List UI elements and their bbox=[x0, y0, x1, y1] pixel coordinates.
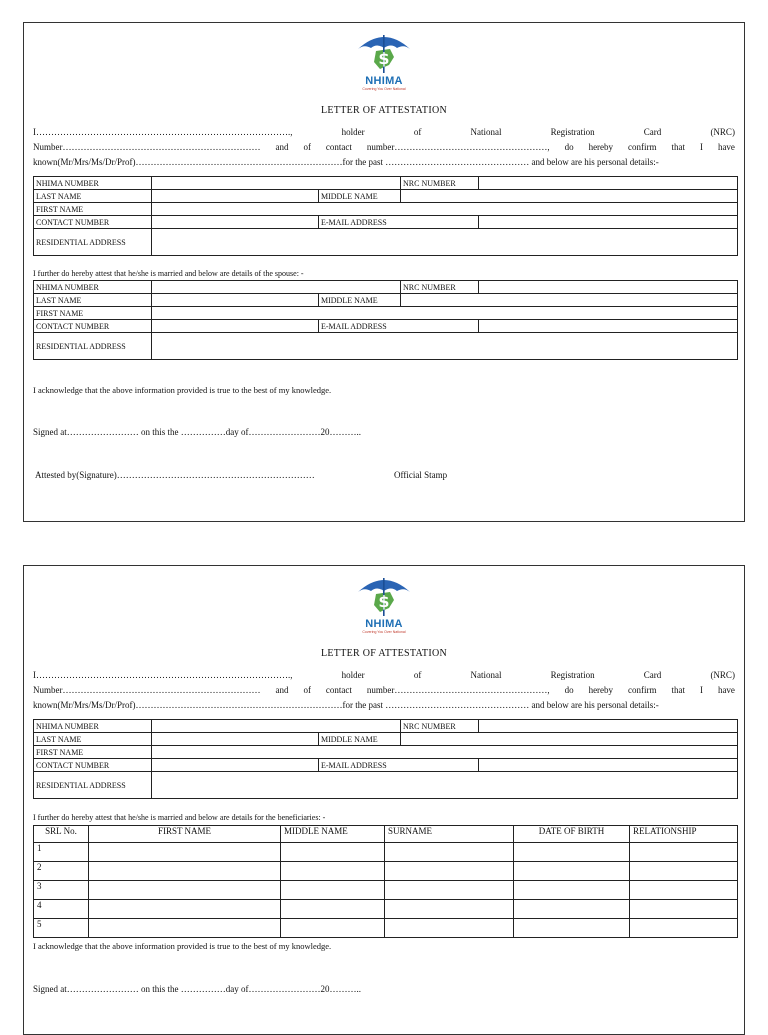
row-number: 4 bbox=[34, 900, 89, 919]
table-row bbox=[34, 862, 738, 881]
label-middle-name: MIDDLE NAME bbox=[319, 294, 401, 307]
cell-middle-name[interactable] bbox=[281, 862, 385, 881]
cell-relationship[interactable] bbox=[630, 881, 738, 900]
label-first-name: FIRST NAME bbox=[34, 203, 152, 216]
cell-surname[interactable] bbox=[385, 862, 514, 881]
umbrella-icon bbox=[354, 31, 414, 76]
label-nhima-number: NHIMA NUMBER bbox=[34, 281, 152, 294]
official-stamp-label: Official Stamp bbox=[394, 470, 448, 480]
field-spouse-nhima-number[interactable] bbox=[152, 281, 401, 294]
cell-first-name[interactable] bbox=[89, 900, 281, 919]
label-email-address: E-MAIL ADDRESS bbox=[319, 320, 479, 333]
col-header-middle-name: MIDDLE NAME bbox=[281, 826, 385, 843]
label-middle-name: MIDDLE NAME bbox=[319, 733, 401, 746]
logo-wordmark: NHIMA bbox=[365, 618, 403, 630]
cell-date-of-birth[interactable] bbox=[514, 862, 630, 881]
field-nrc-number[interactable] bbox=[479, 720, 738, 733]
field-nhima-number[interactable] bbox=[152, 177, 401, 190]
label-residential-address: RESIDENTIAL ADDRESS bbox=[34, 772, 152, 799]
field-middle-name[interactable] bbox=[401, 733, 738, 746]
attestation-page-1 bbox=[23, 22, 745, 522]
col-header-date-of-birth: DATE OF BIRTH bbox=[514, 826, 630, 843]
label-first-name: FIRST NAME bbox=[34, 307, 152, 320]
field-contact-number[interactable] bbox=[152, 216, 319, 229]
label-middle-name: MIDDLE NAME bbox=[319, 190, 401, 203]
col-header-first-name: FIRST NAME bbox=[89, 826, 281, 843]
field-spouse-residential-address[interactable] bbox=[152, 333, 738, 360]
label-nhima-number: NHIMA NUMBER bbox=[34, 177, 152, 190]
cell-surname[interactable] bbox=[385, 919, 514, 938]
nhima-logo bbox=[354, 31, 414, 93]
cell-surname[interactable] bbox=[385, 900, 514, 919]
nhima-logo bbox=[354, 574, 414, 636]
row-number: 3 bbox=[34, 881, 89, 900]
cell-first-name[interactable] bbox=[89, 862, 281, 881]
field-contact-number[interactable] bbox=[152, 759, 319, 772]
acknowledgement-text: I acknowledge that the above information provided is true to the best of my knowledge. bbox=[33, 385, 332, 395]
para-line-3: known(Mr/Mrs/Ms/Dr/Prof)……………………………………………………………for the past ………………………………………… and below are his personal details:- bbox=[33, 157, 659, 167]
label-nrc-number: NRC NUMBER bbox=[401, 281, 479, 294]
cell-relationship[interactable] bbox=[630, 862, 738, 881]
field-email-address[interactable] bbox=[479, 216, 738, 229]
attestation-paragraph bbox=[33, 668, 735, 713]
col-header-relationship: RELATIONSHIP bbox=[630, 826, 738, 843]
col-header-surname: SURNAME bbox=[385, 826, 514, 843]
cell-first-name[interactable] bbox=[89, 843, 281, 862]
cell-relationship[interactable] bbox=[630, 843, 738, 862]
field-first-name[interactable] bbox=[152, 746, 738, 759]
cell-surname[interactable] bbox=[385, 881, 514, 900]
member-details-table bbox=[33, 719, 738, 799]
para-line-1: I…………………………………………………………………………., holder of National Registration Card (NRC) bbox=[33, 670, 735, 680]
cell-first-name[interactable] bbox=[89, 881, 281, 900]
field-email-address[interactable] bbox=[479, 759, 738, 772]
cell-date-of-birth[interactable] bbox=[514, 900, 630, 919]
label-last-name: LAST NAME bbox=[34, 733, 152, 746]
cell-middle-name[interactable] bbox=[281, 919, 385, 938]
attested-by-line: Attested by(Signature)………………………………………………………… bbox=[35, 470, 315, 480]
field-residential-address[interactable] bbox=[152, 229, 738, 256]
label-residential-address: RESIDENTIAL ADDRESS bbox=[34, 229, 152, 256]
signed-at-line: Signed at…………………… on this the ……………day of……………………20……….. bbox=[33, 427, 361, 437]
para-line-1: I…………………………………………………………………………., holder of National Registration Card (NRC) bbox=[33, 127, 735, 137]
para-line-2: Number………………………………………………………… and of contact number……………………………………………, do hereby confirm that I have bbox=[33, 685, 735, 695]
field-residential-address[interactable] bbox=[152, 772, 738, 799]
table-row bbox=[34, 919, 738, 938]
label-email-address: E-MAIL ADDRESS bbox=[319, 759, 479, 772]
logo-tagline: Covering You Over National bbox=[362, 87, 406, 91]
cell-surname[interactable] bbox=[385, 843, 514, 862]
table-row bbox=[34, 843, 738, 862]
cell-middle-name[interactable] bbox=[281, 900, 385, 919]
field-spouse-contact-number[interactable] bbox=[152, 320, 319, 333]
beneficiaries-table bbox=[33, 825, 738, 938]
cell-date-of-birth[interactable] bbox=[514, 843, 630, 862]
field-last-name[interactable] bbox=[152, 733, 319, 746]
label-last-name: LAST NAME bbox=[34, 190, 152, 203]
field-spouse-email-address[interactable] bbox=[479, 320, 738, 333]
cell-middle-name[interactable] bbox=[281, 881, 385, 900]
acknowledgement-text: I acknowledge that the above information provided is true to the best of my knowledge. bbox=[33, 941, 332, 951]
cell-middle-name[interactable] bbox=[281, 843, 385, 862]
label-email-address: E-MAIL ADDRESS bbox=[319, 216, 479, 229]
label-nrc-number: NRC NUMBER bbox=[401, 720, 479, 733]
label-contact-number: CONTACT NUMBER bbox=[34, 759, 152, 772]
label-last-name: LAST NAME bbox=[34, 294, 152, 307]
spouse-details-table bbox=[33, 280, 738, 360]
beneficiaries-note: I further do hereby attest that he/she is married and below are details for the beneficiaries: - bbox=[33, 813, 326, 822]
field-nrc-number[interactable] bbox=[479, 177, 738, 190]
label-contact-number: CONTACT NUMBER bbox=[34, 216, 152, 229]
field-nhima-number[interactable] bbox=[152, 720, 401, 733]
para-line-3: known(Mr/Mrs/Ms/Dr/Prof)……………………………………………………………for the past ………………………………………… and below are his personal details:- bbox=[33, 700, 659, 710]
field-first-name[interactable] bbox=[152, 203, 738, 216]
svg-text:$: $ bbox=[378, 592, 390, 611]
umbrella-icon bbox=[354, 574, 414, 619]
table-row bbox=[34, 900, 738, 919]
cell-date-of-birth[interactable] bbox=[514, 919, 630, 938]
page-title: LETTER OF ATTESTATION bbox=[320, 648, 448, 659]
field-spouse-last-name[interactable] bbox=[152, 294, 319, 307]
attestation-page-2 bbox=[23, 565, 745, 1035]
label-nrc-number: NRC NUMBER bbox=[401, 177, 479, 190]
field-spouse-nrc-number[interactable] bbox=[479, 281, 738, 294]
svg-text:$: $ bbox=[378, 49, 390, 68]
cell-relationship[interactable] bbox=[630, 900, 738, 919]
row-number: 5 bbox=[34, 919, 89, 938]
row-number: 2 bbox=[34, 862, 89, 881]
field-last-name[interactable] bbox=[152, 190, 319, 203]
row-number: 1 bbox=[34, 843, 89, 862]
spouse-note: I further do hereby attest that he/she is married and below are details of the spouse: - bbox=[33, 269, 304, 278]
label-nhima-number: NHIMA NUMBER bbox=[34, 720, 152, 733]
field-middle-name[interactable] bbox=[401, 190, 738, 203]
cell-first-name[interactable] bbox=[89, 919, 281, 938]
logo-tagline: Covering You Over National bbox=[362, 630, 406, 634]
label-first-name: FIRST NAME bbox=[34, 746, 152, 759]
cell-relationship[interactable] bbox=[630, 919, 738, 938]
signed-at-line: Signed at…………………… on this the ……………day of……………………20……….. bbox=[33, 984, 361, 994]
col-header-srl-no: SRL No. bbox=[34, 826, 89, 843]
attestation-paragraph bbox=[33, 125, 735, 170]
label-residential-address: RESIDENTIAL ADDRESS bbox=[34, 333, 152, 360]
para-line-2: Number………………………………………………………… and of contact number……………………………………………, do hereby confirm that I have bbox=[33, 142, 735, 152]
label-contact-number: CONTACT NUMBER bbox=[34, 320, 152, 333]
page-title: LETTER OF ATTESTATION bbox=[320, 105, 448, 116]
field-spouse-first-name[interactable] bbox=[152, 307, 738, 320]
cell-date-of-birth[interactable] bbox=[514, 881, 630, 900]
member-details-table bbox=[33, 176, 738, 256]
field-spouse-middle-name[interactable] bbox=[401, 294, 738, 307]
logo-wordmark: NHIMA bbox=[365, 75, 403, 87]
table-row bbox=[34, 881, 738, 900]
